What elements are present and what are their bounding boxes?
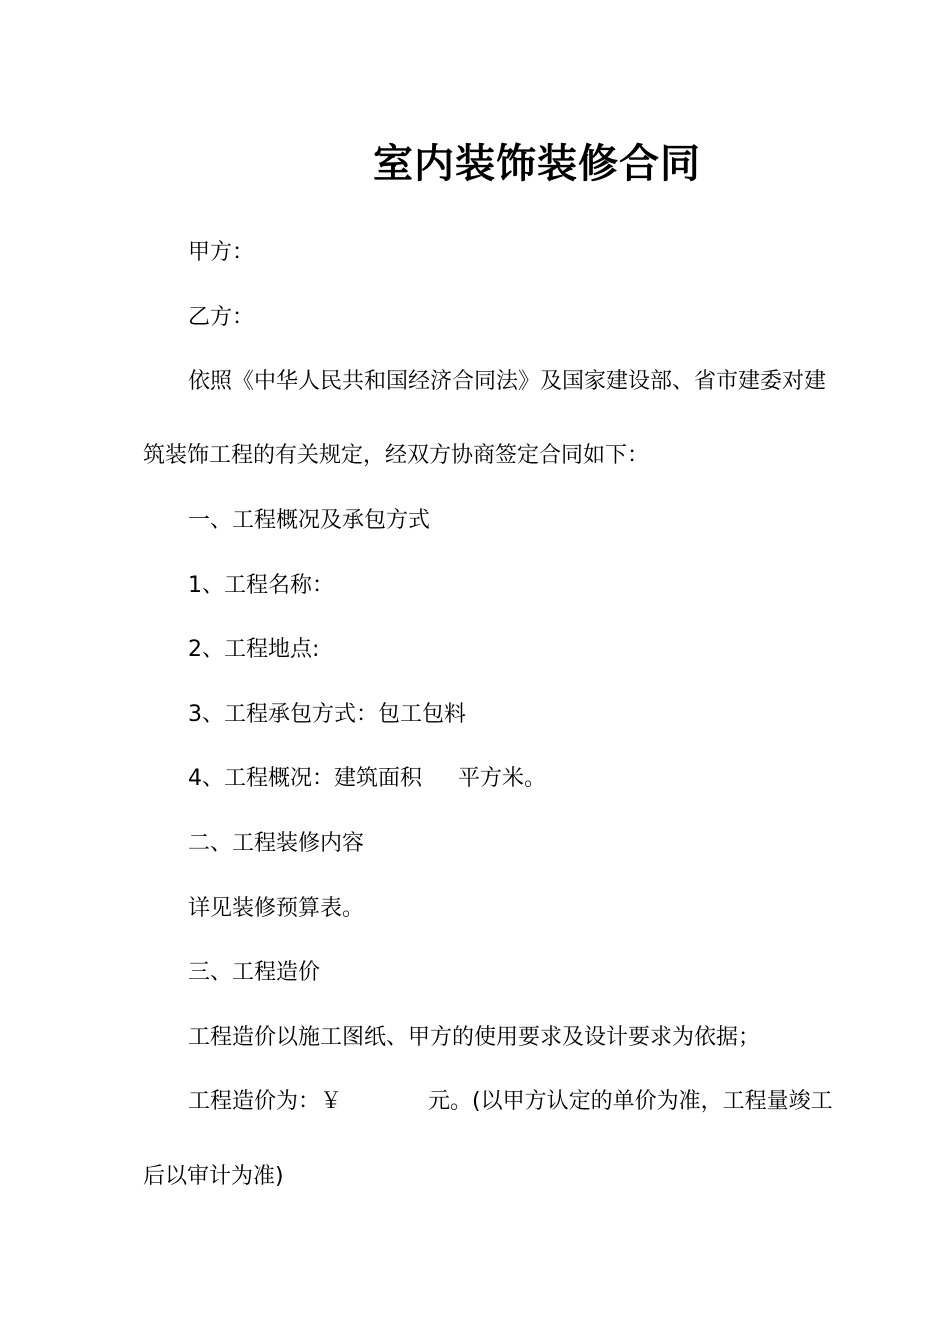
item-project-overview-prefix: 4、工程概况：建筑面积: [188, 766, 422, 791]
party-a-label: 甲方：: [188, 240, 255, 265]
section-2-heading: 二、工程装修内容: [188, 831, 365, 856]
price-line-2: 后以审计为准): [143, 1164, 284, 1189]
section-2-body: 详见装修预算表。: [188, 896, 365, 921]
price-suffix: 元。(以甲方认定的单价为准，工程量竣工: [428, 1089, 833, 1114]
section-1-heading: 一、工程概况及承包方式: [188, 508, 431, 533]
party-b-label: 乙方：: [188, 305, 255, 330]
price-prefix: 工程造价为：￥: [188, 1089, 343, 1114]
item-contract-method: 3、工程承包方式：包工包料: [188, 702, 466, 727]
section-3-basis: 工程造价以施工图纸、甲方的使用要求及设计要求为依据；: [188, 1025, 761, 1050]
item-project-overview: [188, 764, 546, 794]
item-project-location: 2、工程地点:: [188, 637, 320, 662]
item-project-overview-suffix: 平方米。: [458, 766, 547, 791]
intro-paragraph-line-2: 筑装饰工程的有关规定，经双方协商签定合同如下：: [143, 443, 650, 468]
section-3-heading: 三、工程造价: [188, 960, 321, 985]
intro-paragraph-line-1: 依照《中华人民共和国经济合同法》及国家建设部、省市建委对建: [188, 369, 827, 394]
document-title: 室内装饰装修合同: [373, 141, 701, 187]
price-line-1: [188, 1087, 833, 1117]
item-project-name: 1、工程名称：: [188, 573, 334, 598]
